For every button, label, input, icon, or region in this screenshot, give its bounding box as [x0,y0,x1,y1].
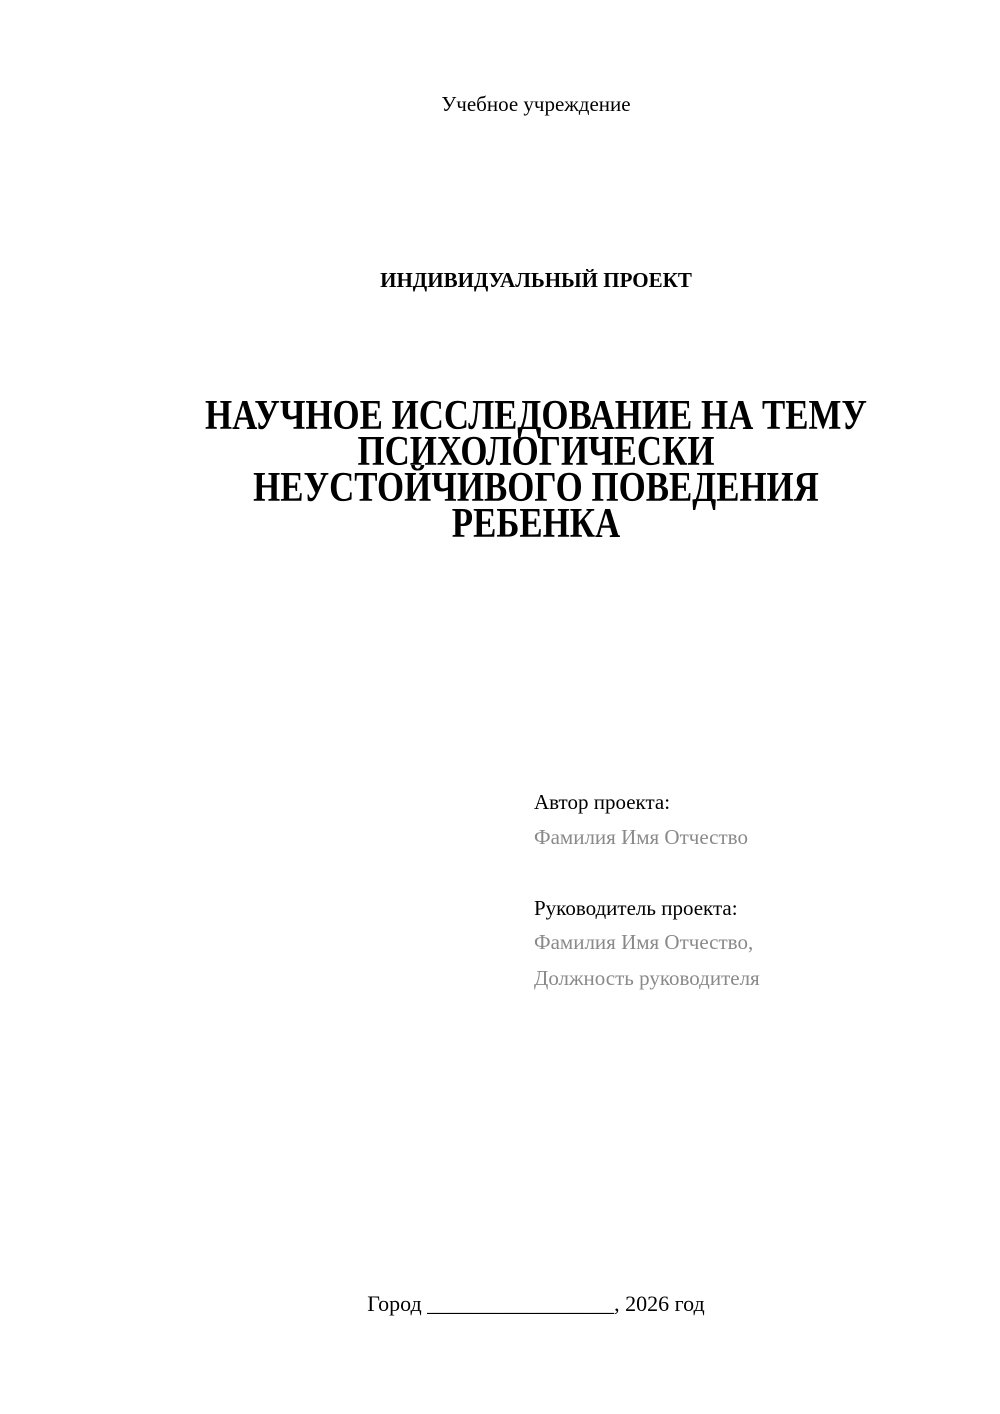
city-year: Город _________________, 2026 год [367,1291,705,1316]
supervisor-name: Фамилия Имя Отчество, [534,930,754,954]
project-title [0,393,1000,547]
author-name: Фамилия Имя Отчество [534,825,748,849]
title-line: НАУЧНОЕ ИССЛЕДОВАНИЕ НА ТЕМУ [205,393,867,439]
title-line: ПСИХОЛОГИЧЕСКИ [357,429,715,475]
title-line: НЕУСТОЙЧИВОГО ПОВЕДЕНИЯ [253,465,819,511]
title-line: РЕБЕНКА [451,501,621,547]
supervisor-label: Руководитель проекта: [534,896,738,920]
institution-name: Учебное учреждение [441,92,631,116]
author-label: Автор проекта: [534,790,671,814]
supervisor-position: Должность руководителя [534,966,760,990]
project-type: ИНДИВИДУАЛЬНЫЙ ПРОЕКТ [380,268,692,292]
